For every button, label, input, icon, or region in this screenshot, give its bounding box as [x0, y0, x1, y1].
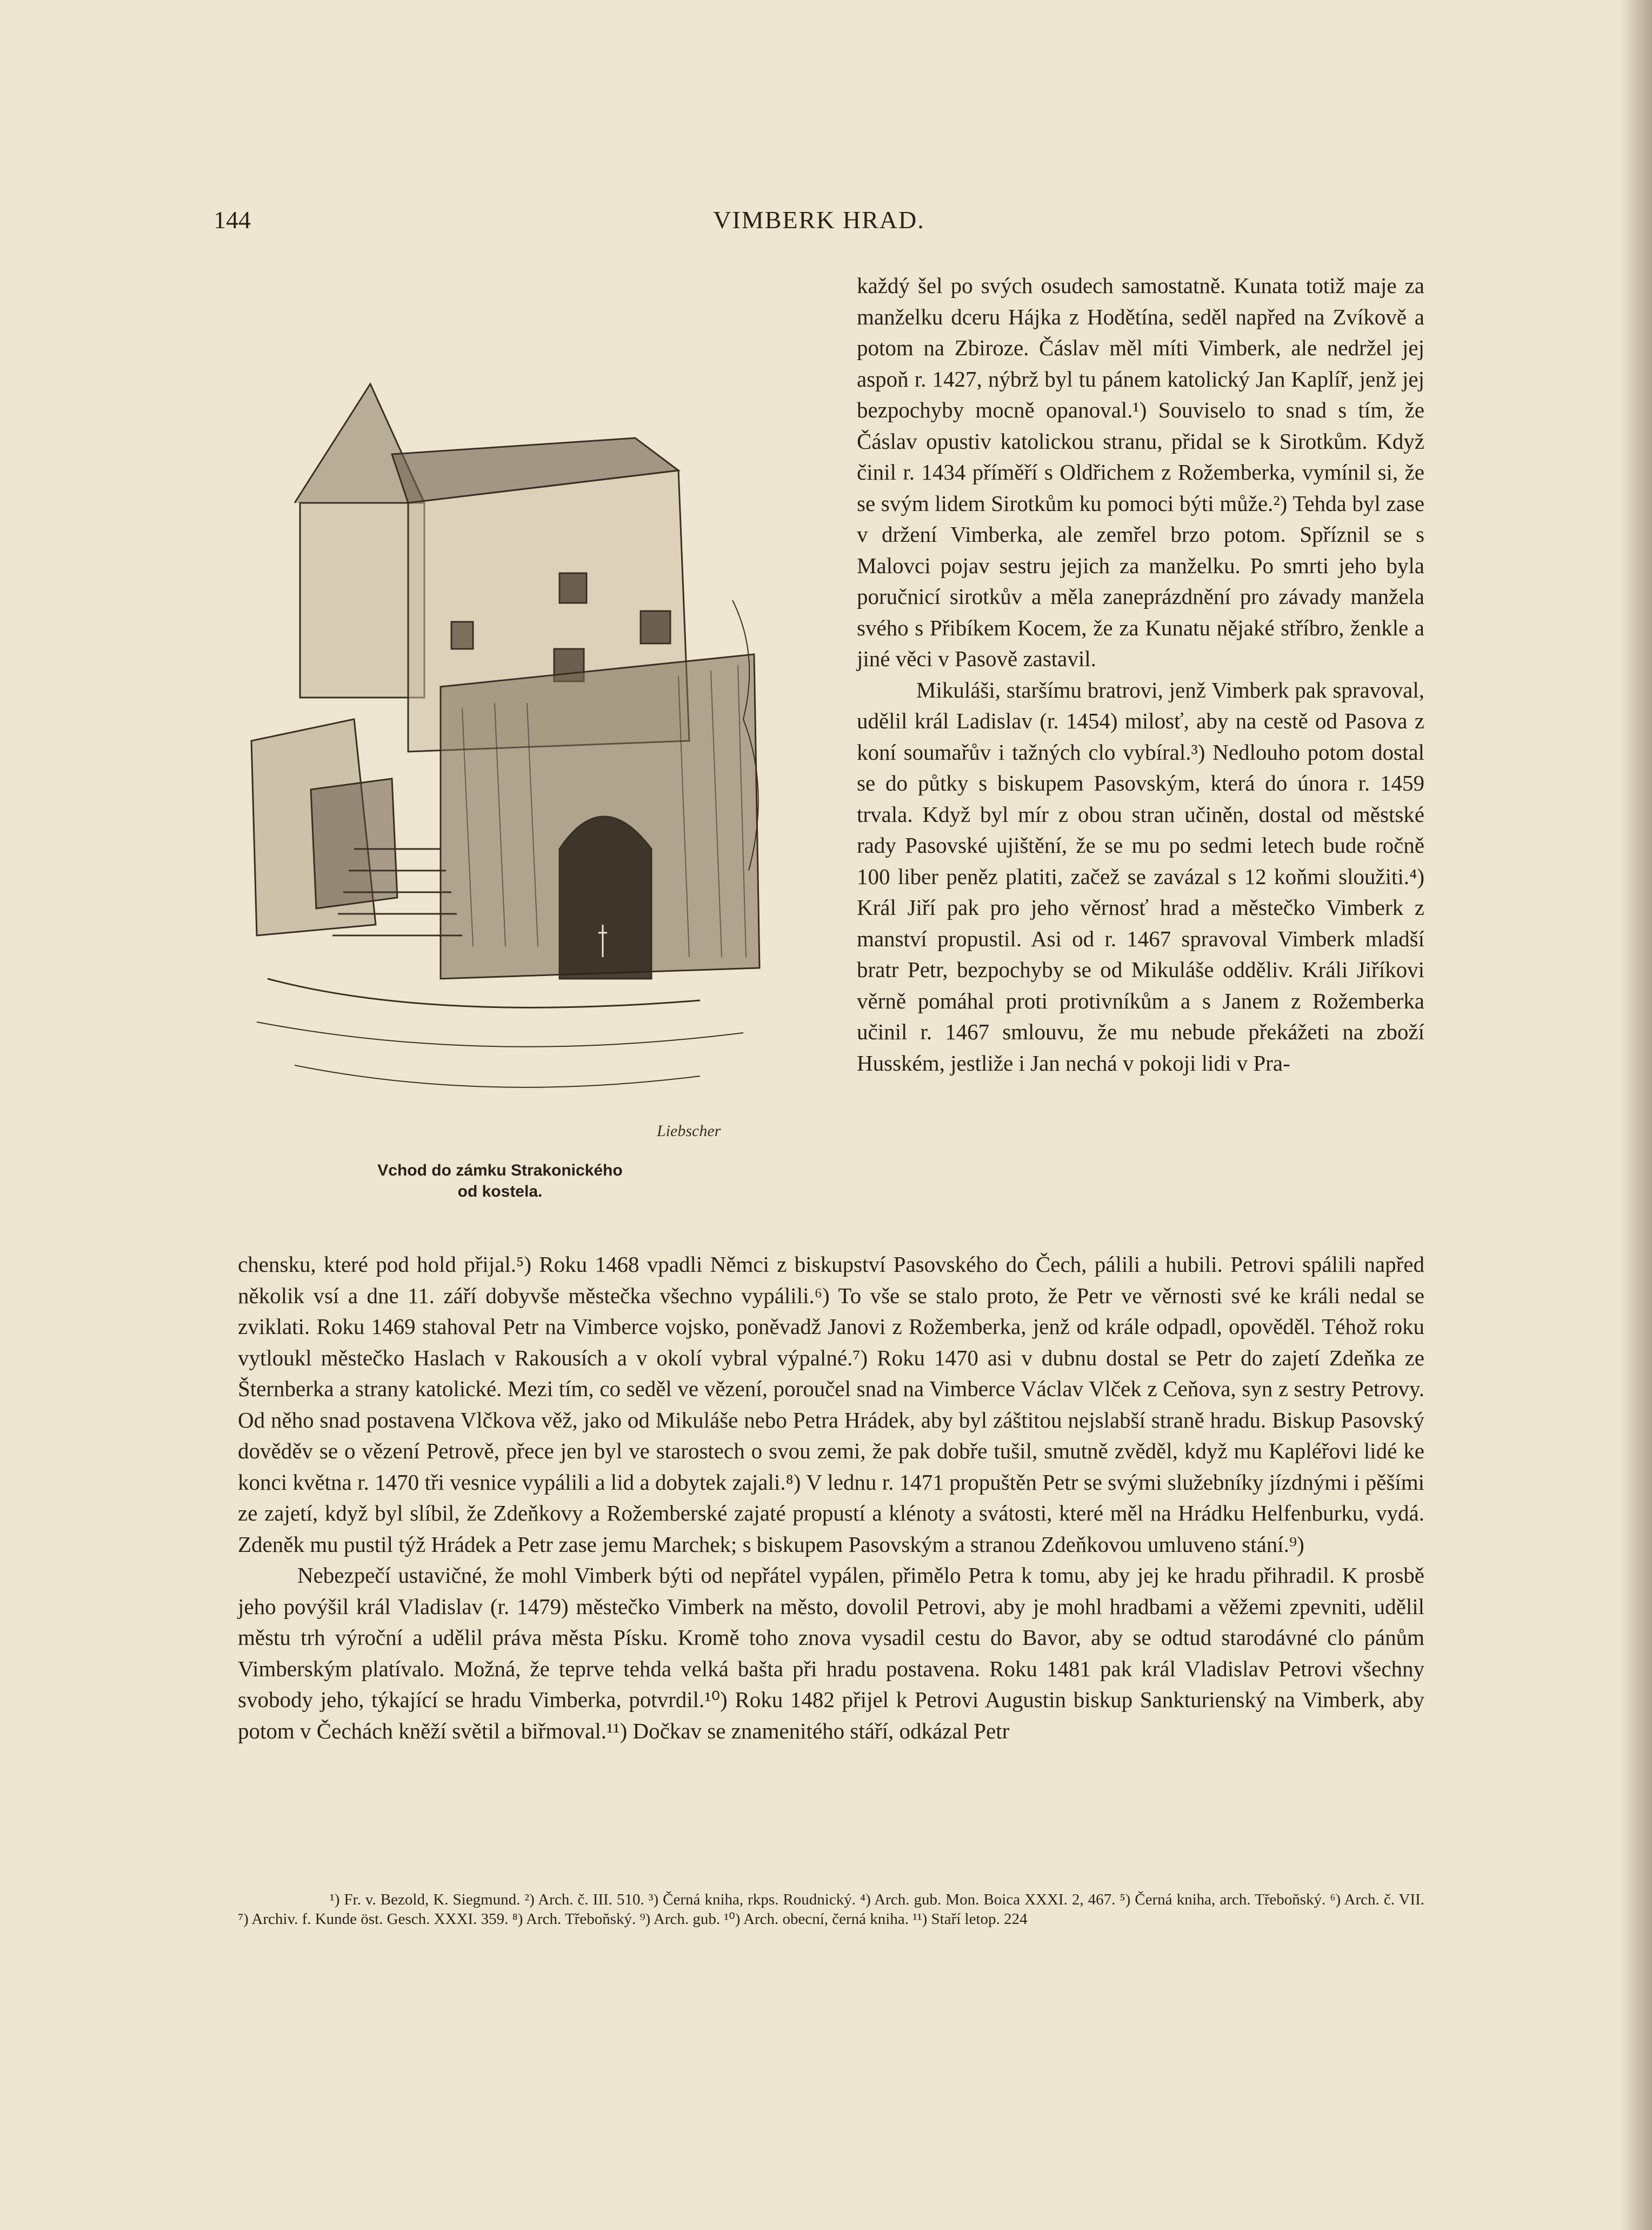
- illustrator-signature: Liebscher: [657, 1122, 721, 1140]
- full-width-text: [238, 1249, 1424, 1747]
- page-edge-shadow: [1620, 0, 1652, 2230]
- running-title: VIMBERK HRAD.: [713, 206, 925, 234]
- footnote-text: ¹) Fr. v. Bezold, K. Siegmund. ²) Arch. č. III. 510. ³) Černá kniha, rkps. Roudnický. ⁴) Arch. gub. Mon. Boica XXXI. 2, 467. ⁵) Černá kniha, arch. Třeboňský. ⁶) Arch. č. VII. ⁷) Archiv. f. Kunde öst. Gesch. XXXI. 359. ⁸) Arch. Třeboňský. ⁹) Arch. gub. ¹⁰) Arch. obecní, černá kniha. ¹¹) Staří letop. 224: [238, 1891, 1424, 1928]
- right-column-text: [857, 270, 1424, 1079]
- paragraph: chensku, které pod hold přijal.⁵) Roku 1468 vpadli Němci z biskupství Pasovského do Čech, pálili a hubili. Petrovi spálili napřed několik vsí a dne 11. září dobyvše městečka všechno vypálili.⁶) To vše se stalo proto, že Petr ve věrnosti své ke králi nedal se zviklati. Roku 1469 stahoval Petr na Vimberce vojsko, poněvadž Janovi z Rožemberka, jenž od krále odpadl, opověděl. Téhož roku vytloukl městečko Haslach v Rakousích a v okolí vybral výpalné.⁷) Roku 1470 asi v dubnu dostal se Petr do zajetí Zdeňka ze Šternberka a strany katolické. Mezi tím, co seděl ve vězení, poroučel snad na Vimberce Václav Vlček z Ceňova, syn z sestry Petrovy. Od něho snad postavena Vlčkova věž, jako od Mikuláše nebo Petra Hrádek, aby byl záštitou nejslabší straně hradu. Biskup Pasovský dověděv se o vězení Petrově, přece jen byl ve starostech o svou zemi, že pak dobře tušil, smutně zvěděl, když mu Kapléřovi lidé ke konci května r. 1470 tři vesnice vypálili a lid a dobytek zajali.⁸) V lednu r. 1471 propuštěn Petr se svými služebníky jízdnými i pěšími ze zajetí, když byl slíbil, že Zdeňkovy a Rožemberské zajaté propustí a klénoty a svátosti, které měl na Hrádku Helfenburku, vydá. Zdeněk mu pustil týž Hrádek a Petr zase jemu Marchek; s biskupem Pasovským a stranou Zdeňkovou umluveno stání.⁹): [238, 1252, 1424, 1557]
- running-header: [214, 205, 1424, 243]
- caption-line-2: od kostela.: [457, 1183, 543, 1200]
- page-number: 144: [214, 206, 251, 234]
- paragraph: každý šel po svých osudech samostatně. Kunata totiž maje za manželku dceru Hájka z Hodětína, seděl napřed na Zvíkově a potom na Zbiroze. Čáslav měl míti Vimberk, ale nedržel jej aspoň r. 1427, nýbrž byl tu pánem katolický Jan Kaplíř, jenž jej bezpochyby mocně opanoval.¹) Souviselo to snad s tím, že Čáslav opustiv katolickou stranu, přidal se k Sirotkům. Když činil r. 1434 příměří s Oldřichem z Rožemberka, vymínil si, že se svým lidem Sirotkům ku pomoci býti může.²) Tehda byl zase v držení Vimberka, ale zemřel brzo potom. Spříznil se s Malovci pojav sestru jejich za manželku. Po smrti jeho byla poručnicí sirotkův a měla zaneprázdnění pro závady manžela svého s Přibíkem Kocem, že za Kunatu nějaké stříbro, ženkle a jiné věci v Pasově zastavil.: [857, 273, 1424, 671]
- footnotes: [238, 1890, 1424, 1929]
- paragraph: Nebezpečí ustavičné, že mohl Vimberk býti od nepřátel vypálen, přimělo Petra k tomu, aby jej ke hradu přihradil. K prosbě jeho povýšil král Vladislav (r. 1479) městečko Vimberk na město, dovolil Petrovi, aby je mohl hradbami a věžemi zpevniti, udělil městu trh výroční a udělil práva města Písku. Kromě toho znova vysadil cestu do Bavor, aby se odtud starodávné clo pánům Vimberským platívalo. Možná, že teprve tehda velká bašta při hradu postavena. Roku 1481 pak král Vladislav Petrovi všechny svobody jeho, týkající se hradu Vimberka, potvrdil.¹⁰) Roku 1482 přijel k Petrovi Augustin biskup Sankturienský na Vimberk, aby potom v Čechách kněží světil a biřmoval.¹¹) Dočkav se znamenitého stáří, odkázal Petr: [238, 1563, 1424, 1743]
- figure: [214, 276, 787, 1217]
- caption-line-1: Vchod do zámku Strakonického: [377, 1162, 623, 1179]
- castle-gate-illustration: [214, 276, 787, 1141]
- paragraph: Mikuláši, staršímu bratrovi, jenž Vimberk pak spravoval, udělil král Ladislav (r. 1454) milosť, aby na cestě od Pasova z koní soumařův i tažných clo vybíral.³) Nedlouho potom dostal se do půtky s biskupem Pasovským, která do února r. 1459 trvala. Když byl mír z obou stran učiněn, dostal od městské rady Pasovské ujištění, že se mu po sedmi letech bude ročně 100 liber peněz platiti, začež se zavázal s 12 koňmi sloužiti.⁴) Král Jiří pak pro jeho věrnosť hrad a městečko Vimberk z manství propustil. Asi od r. 1467 spravoval Vimberk mladší bratr Petr, bezpochyby se od Mikuláše odděliv. Králi Jiříkovi věrně pomáhal proti protivníkům a s Janem z Rožemberka učinil r. 1467 smlouvu, že mu nebude překážeti na zboží Husském, jestliže i Jan nechá v pokoji lidi v Pra-: [857, 677, 1424, 1076]
- figure-caption: [214, 1160, 787, 1202]
